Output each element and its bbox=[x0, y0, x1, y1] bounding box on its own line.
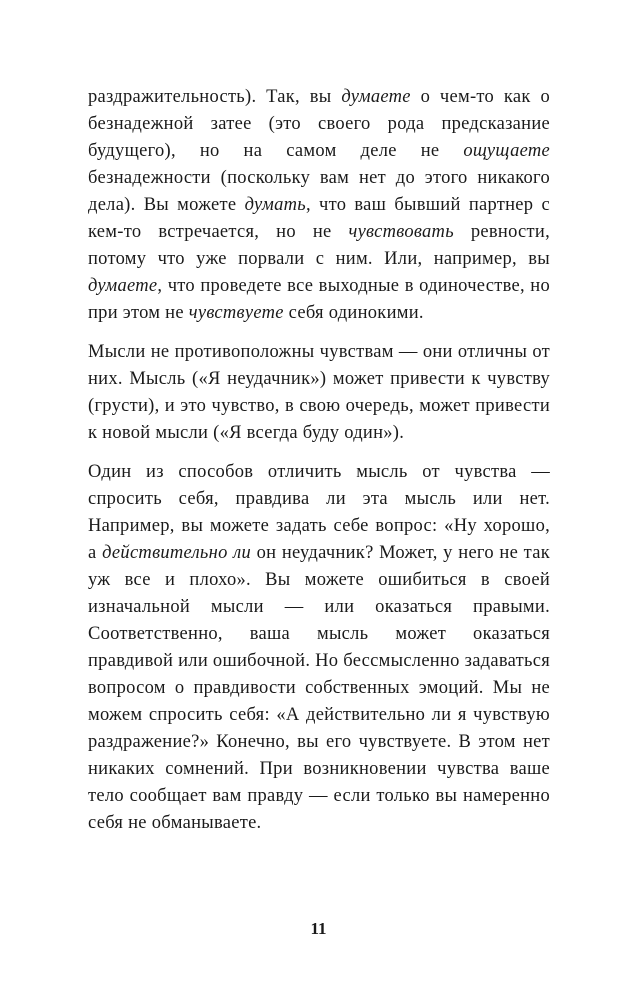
text-run: он неудачник? Может, у него не так уж все и плохо». Вы можете ошибиться в своей изначальной мысли — или оказаться правыми. Соответственно, ваша мысль может оказаться правдивой или ошибочной. Но бессмысленно задаваться вопросом о правдивости собственных эмоций. Мы не можем спросить себя: «А действительно ли я чувствую раздражение?» Конечно, вы его чувствуете. В этом нет никаких сомнений. При возникновении чувства ваше тело сообщает вам правду — если только вы намеренно себя не обманываете. bbox=[88, 543, 550, 833]
italic-text-run: чувствуете bbox=[188, 303, 284, 323]
text-run: ревности, потому что уже порвали с ним. Или, например, вы bbox=[88, 222, 550, 269]
paragraph bbox=[88, 339, 550, 447]
text-run: себя одинокими. bbox=[283, 303, 424, 323]
paragraph bbox=[88, 84, 550, 327]
text-run: , что проведете все выходные в одиночестве, но при этом не bbox=[88, 276, 550, 323]
text-run: , что ваш бывший партнер с кем-то встречается, но не bbox=[88, 195, 550, 242]
page-footer bbox=[0, 919, 637, 939]
page-text bbox=[88, 84, 550, 837]
italic-text-run: думаете bbox=[88, 276, 158, 296]
page-number: 11 bbox=[310, 919, 327, 938]
italic-text-run: думать bbox=[244, 195, 306, 215]
paragraph bbox=[88, 459, 550, 837]
text-run: Мысли не противоположны чувствам — они отличны от них. Мысль («Я неудачник») может привести к чувству (грусти), и это чувство, в свою очередь, может привести к новой мысли («Я всегда буду один»). bbox=[88, 342, 550, 443]
text-run: раздражительность). Так, вы bbox=[88, 87, 342, 107]
italic-text-run: чувствовать bbox=[348, 222, 454, 242]
text-run: безнадежности (поскольку вам нет до этого никакого дела). Вы можете bbox=[88, 168, 550, 215]
text-run: Один из способов отличить мысль от чувства — спросить себя, правдива ли эта мысль или нет. Например, вы можете задать себе вопрос: «Ну хорошо, а bbox=[88, 462, 550, 563]
text-run: о чем-то как о безнадежной затее (это своего рода предсказание будущего), но на самом деле не bbox=[88, 87, 550, 161]
italic-text-run: действительно ли bbox=[102, 543, 252, 563]
italic-text-run: думаете bbox=[341, 87, 411, 107]
italic-text-run: ощущаете bbox=[463, 141, 550, 161]
